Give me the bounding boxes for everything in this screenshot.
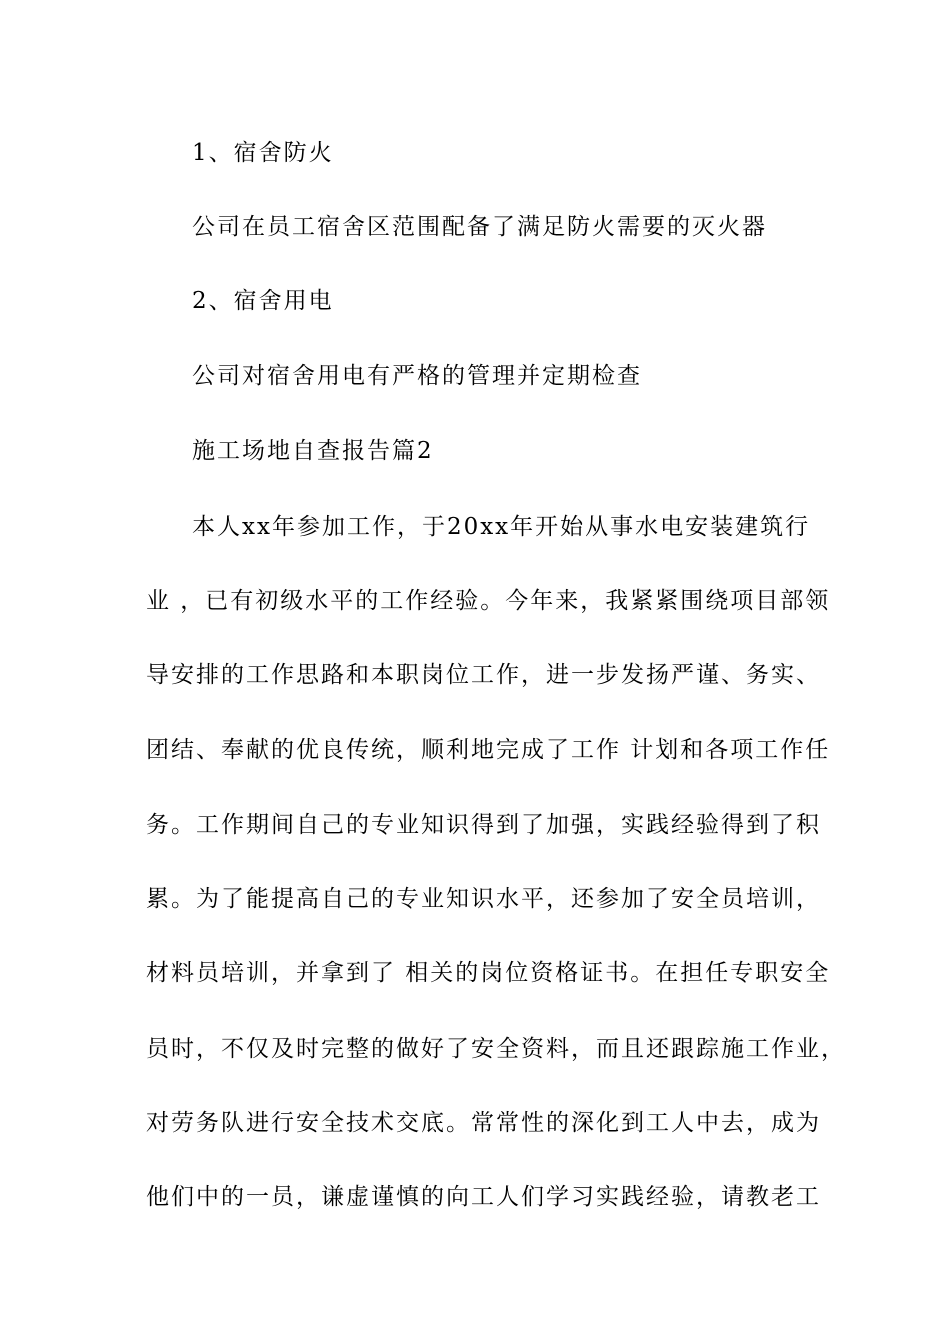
paragraph-line: 他们中的一员，谦虚谨慎的向工人们学习实践经验，请教老工 (146, 1184, 821, 1210)
section-heading-1: 1、宿舍防火 (192, 140, 334, 166)
paragraph-line: 业 ，已有初级水平的工作经验。今年来，我紧紧围绕项目部领 (146, 588, 831, 614)
paragraph-line: 累。为了能提高自己的专业知识水平，还参加了安全员培训， (146, 886, 821, 912)
paragraph-line: 材料员培训，并拿到了 相关的岗位资格证书。在担任专职安全 (146, 960, 831, 986)
paragraph-line: 本人xx年参加工作，于20xx年开始从事水电安装建筑行 (192, 514, 811, 540)
paragraph-line: 团结、奉献的优良传统，顺利地完成了工作 计划和各项工作任 (146, 737, 831, 763)
paragraph-line: 务。工作期间自己的专业知识得到了加强，实践经验得到了积 (146, 812, 821, 838)
paragraph-line: 公司对宿舍用电有严格的管理并定期检查 (192, 363, 642, 389)
paragraph-line: 导安排的工作思路和本职岗位工作，进一步发扬严谨、务实、 (146, 662, 821, 688)
paragraph-line: 员时，不仅及时完整的做好了安全资料，而且还跟踪施工作业， (146, 1036, 846, 1062)
section-heading-2: 2、宿舍用电 (192, 288, 334, 314)
paragraph-line: 公司在员工宿舍区范围配备了满足防火需要的灭火器 (192, 214, 767, 240)
paragraph-line: 对劳务队进行安全技术交底。常常性的深化到工人中去，成为 (146, 1110, 821, 1136)
report-title: 施工场地自查报告篇2 (192, 438, 434, 464)
